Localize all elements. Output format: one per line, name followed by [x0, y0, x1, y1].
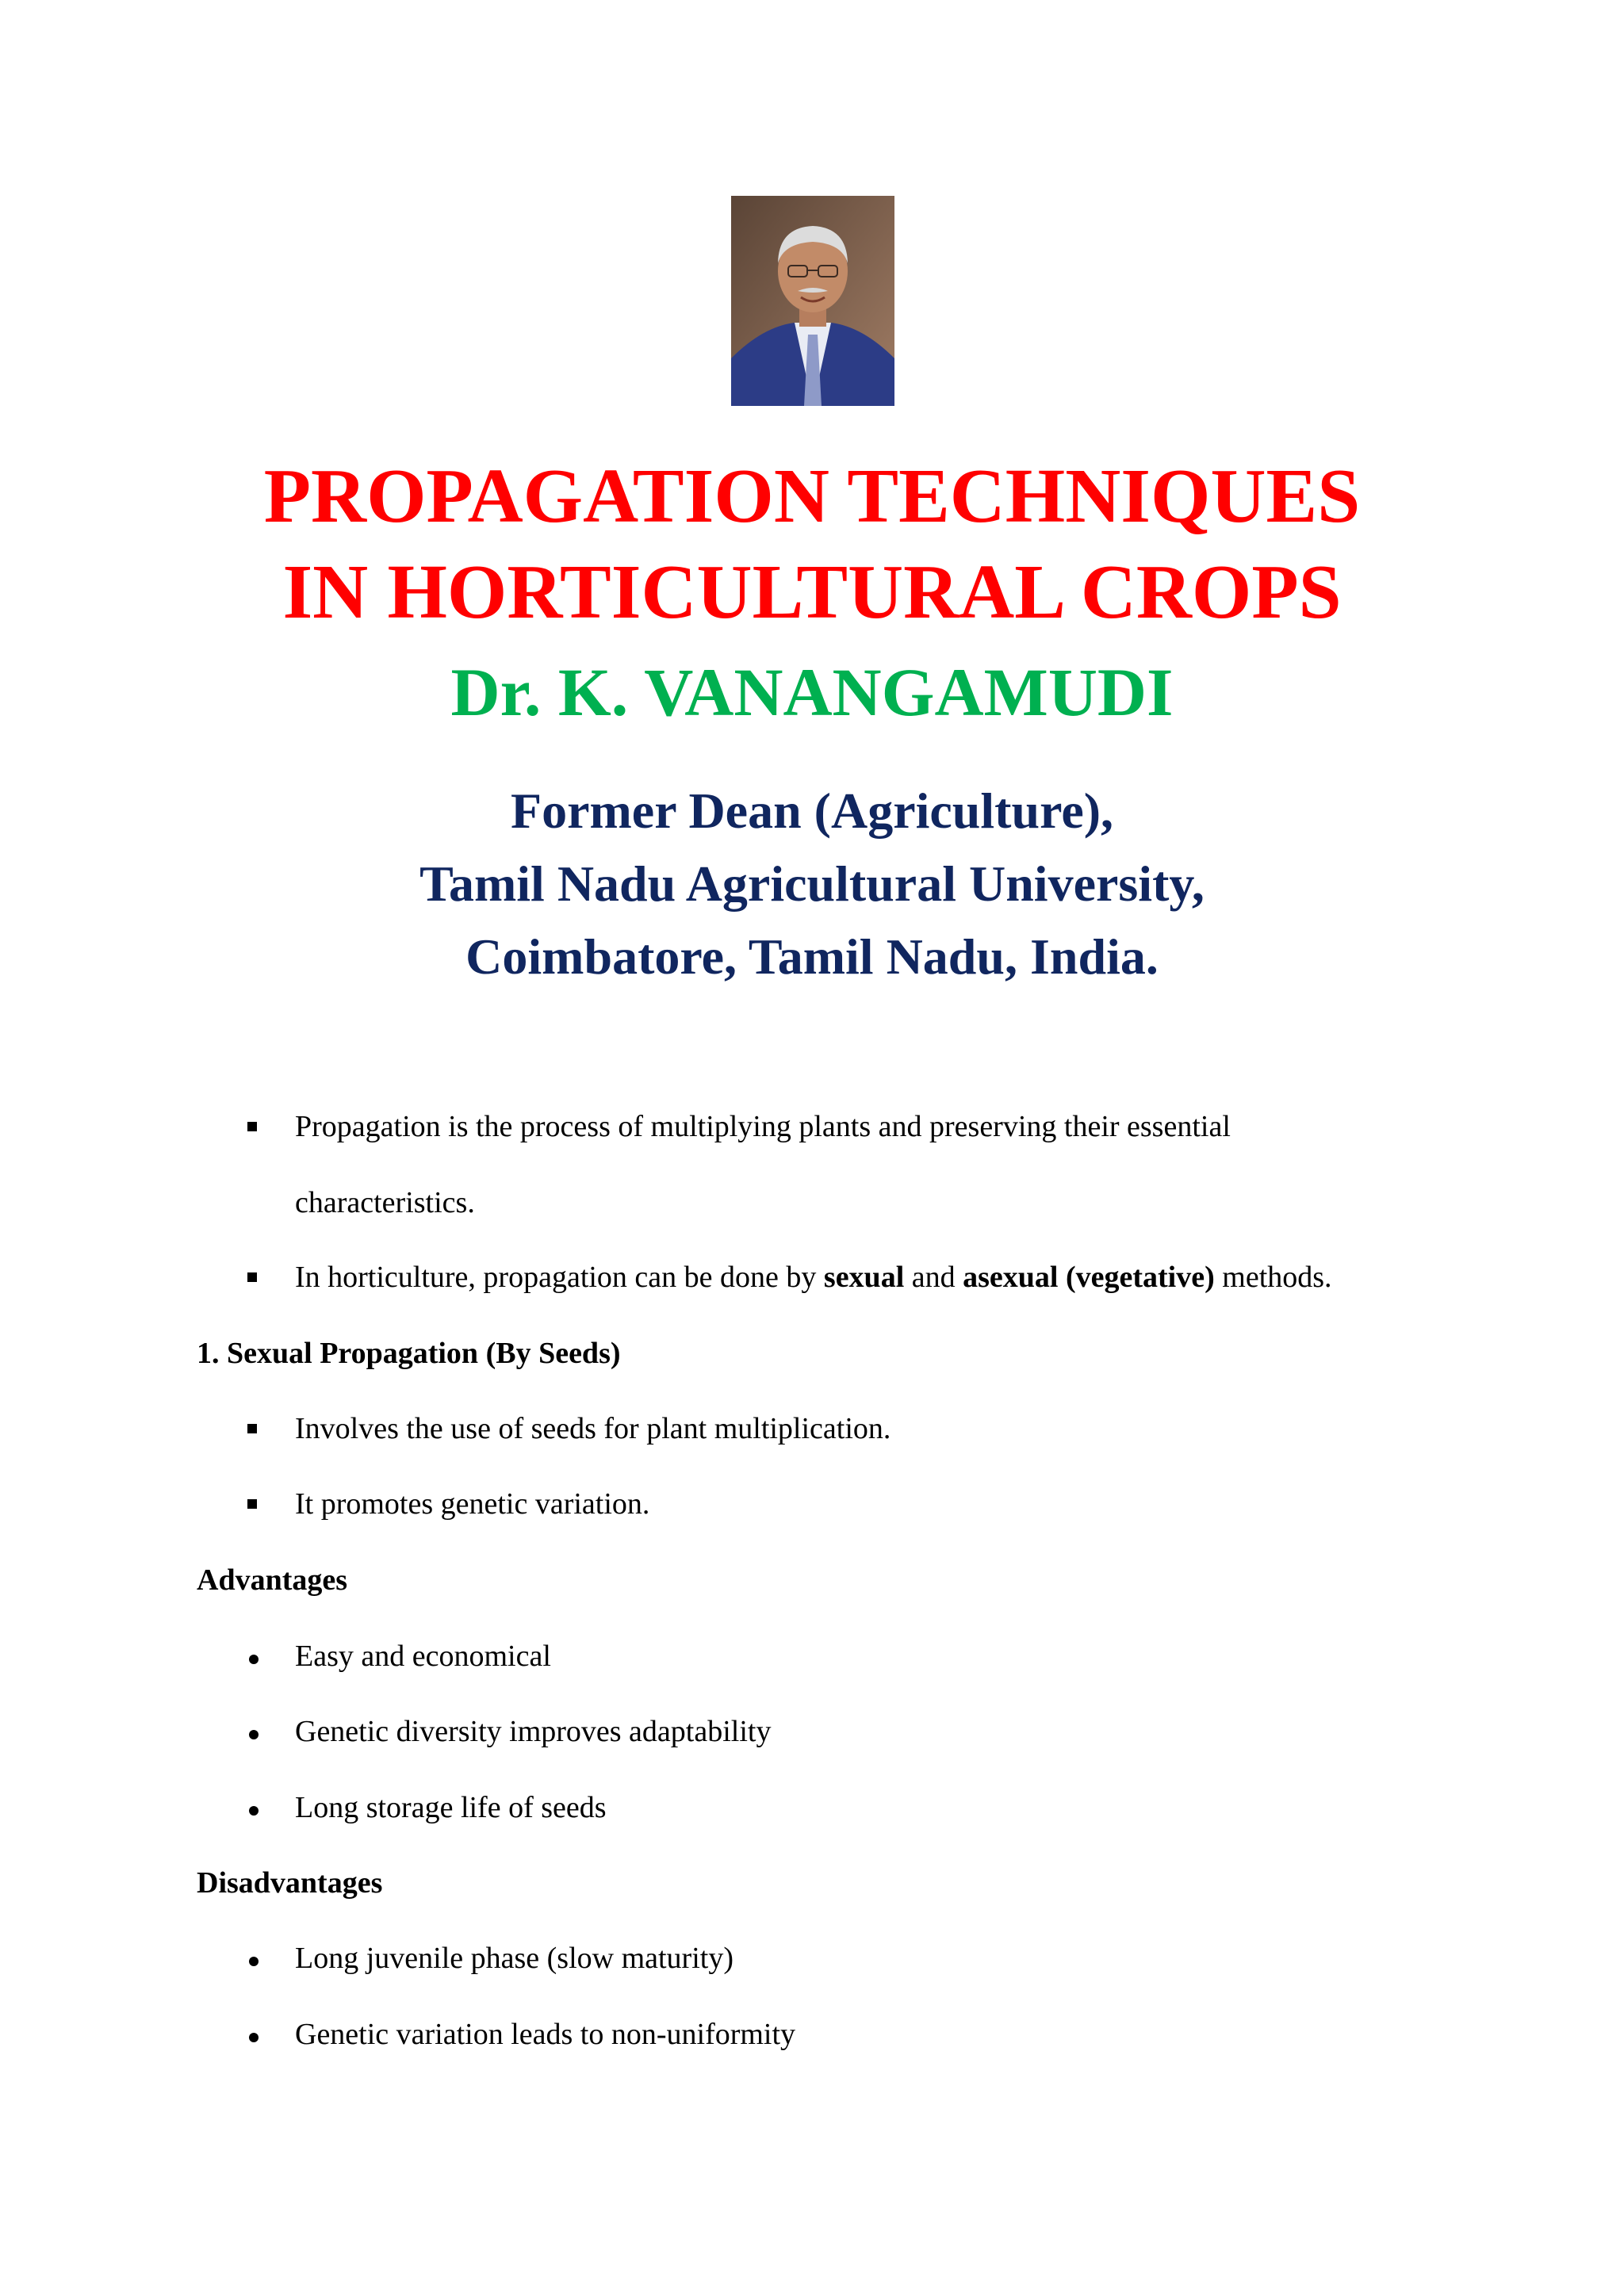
section-1-bullet-2: It promotes genetic variation. — [295, 1487, 650, 1521]
advantages-heading: Advantages — [197, 1563, 348, 1597]
round-bullet-icon — [249, 1806, 259, 1816]
round-bullet-icon — [249, 2033, 259, 2042]
intro-bullet-2-bold-sexual: sexual — [823, 1261, 905, 1294]
intro-bullet-2-text-b: and — [904, 1261, 963, 1294]
affiliation-line-2: Tamil Nadu Agricultural University, — [419, 855, 1205, 912]
title-line-2: IN HORTICULTURAL CROPS — [282, 549, 1342, 634]
intro-bullet-1-line-1: Propagation is the process of multiplying plants and preserving their essential — [295, 1110, 1231, 1143]
round-bullet-icon — [249, 1730, 259, 1739]
square-bullet-icon — [247, 1122, 257, 1131]
disadvantages-item-1: Long juvenile phase (slow maturity) — [295, 1942, 733, 1975]
round-bullet-icon — [249, 1957, 259, 1966]
title-line-1: PROPAGATION TECHNIQUES — [263, 453, 1361, 538]
square-bullet-icon — [247, 1499, 257, 1509]
intro-bullet-1-line-2: characteristics. — [295, 1186, 475, 1219]
affiliation-line-3: Coimbatore, Tamil Nadu, India. — [465, 928, 1159, 985]
disadvantages-item-2: Genetic variation leads to non-uniformity — [295, 2018, 796, 2051]
intro-bullet-2-text-a: In horticulture, propagation can be done by — [295, 1261, 824, 1294]
intro-bullet-2 — [295, 1259, 1332, 1295]
advantages-item-2: Genetic diversity improves adaptability — [295, 1715, 772, 1748]
author-photo — [731, 196, 894, 406]
square-bullet-icon — [247, 1272, 257, 1282]
affiliation-line-1: Former Dean (Agriculture), — [510, 783, 1114, 839]
square-bullet-icon — [247, 1424, 257, 1433]
author-name: Dr. K. VANANGAMUDI — [450, 654, 1174, 730]
section-1-bullet-1: Involves the use of seeds for plant multiplication. — [295, 1412, 891, 1445]
section-1-heading: 1. Sexual Propagation (By Seeds) — [197, 1337, 621, 1370]
author-portrait-icon — [731, 196, 894, 406]
round-bullet-icon — [249, 1655, 259, 1664]
intro-bullet-2-text-c: methods. — [1214, 1261, 1332, 1294]
disadvantages-heading: Disadvantages — [197, 1866, 383, 1900]
intro-bullet-2-bold-asexual: asexual (vegetative) — [963, 1261, 1215, 1294]
advantages-item-3: Long storage life of seeds — [295, 1791, 607, 1824]
advantages-item-1: Easy and economical — [295, 1640, 551, 1673]
